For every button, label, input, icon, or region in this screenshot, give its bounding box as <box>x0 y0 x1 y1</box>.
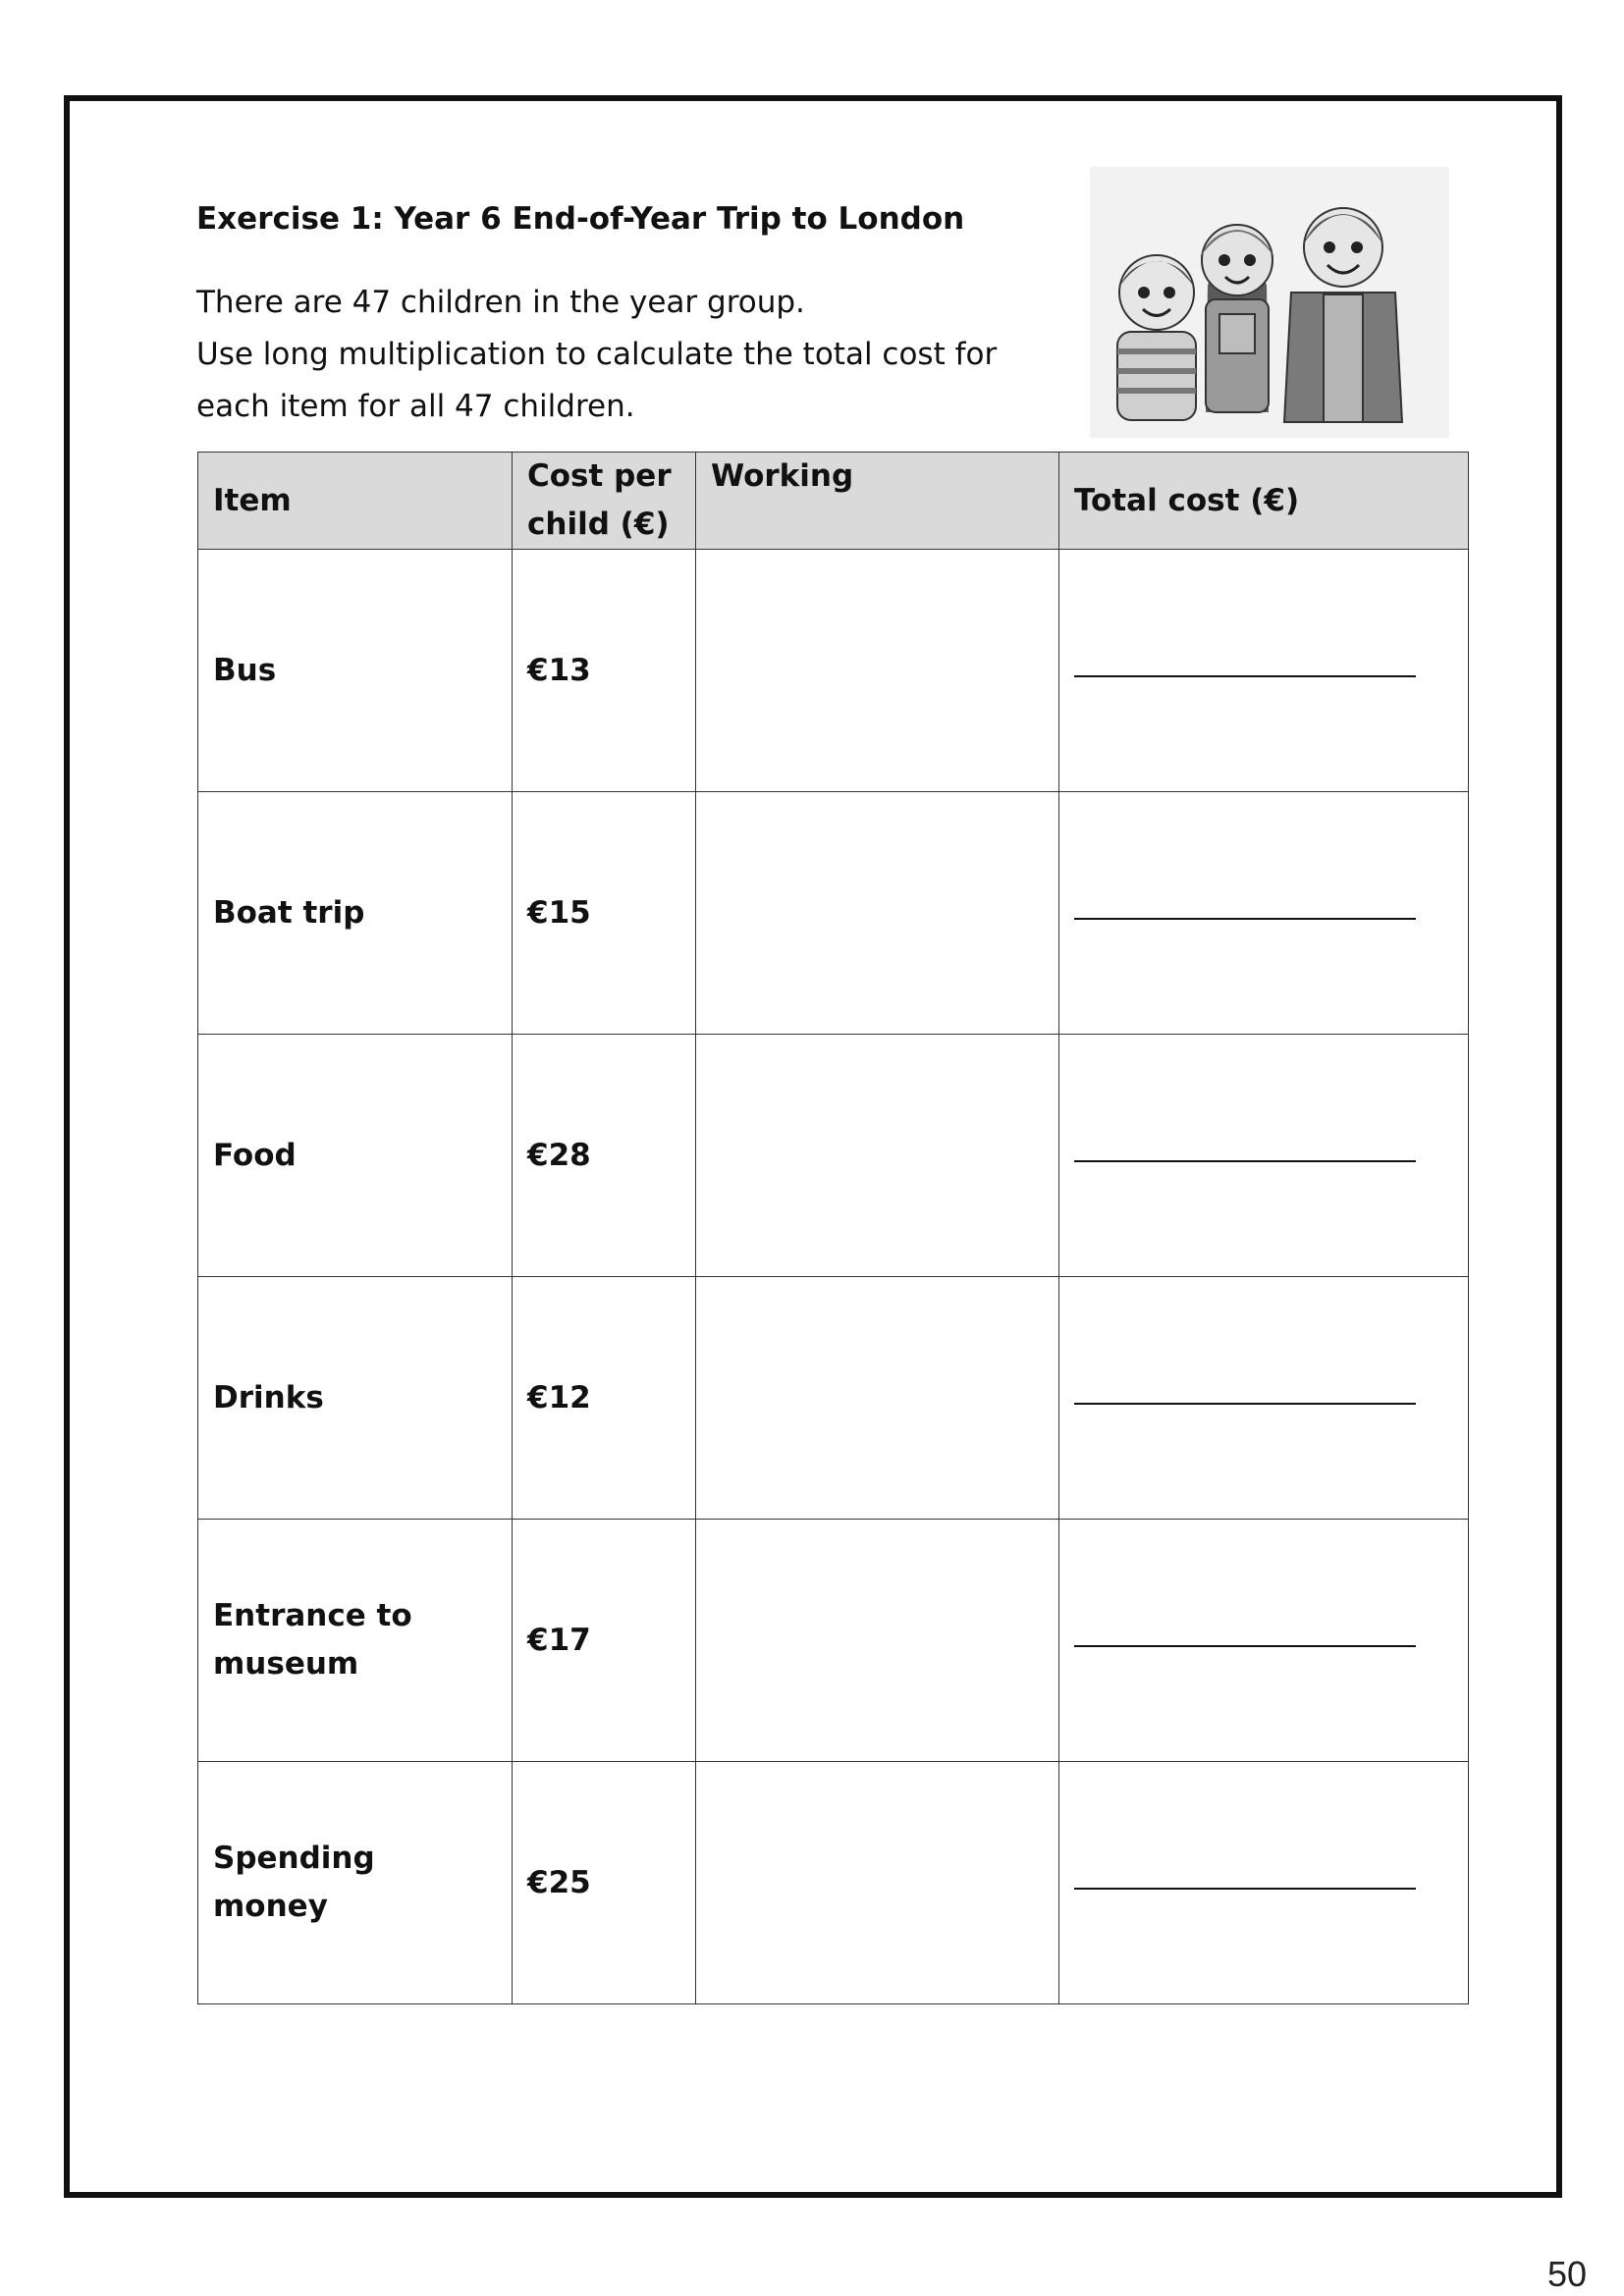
answer-line[interactable] <box>1074 918 1416 920</box>
answer-line[interactable] <box>1074 675 1416 677</box>
item-name: Spending money <box>198 1762 513 2004</box>
working-space[interactable] <box>696 792 1059 1035</box>
item-name: Drinks <box>198 1277 513 1520</box>
exercise-title: Exercise 1: Year 6 End-of-Year Trip to London <box>196 201 965 237</box>
answer-line[interactable] <box>1074 1403 1416 1405</box>
total-cost-cell[interactable] <box>1059 1520 1469 1762</box>
table-row <box>198 792 1469 1035</box>
item-cost: €12 <box>513 1277 696 1520</box>
item-cost: €28 <box>513 1035 696 1277</box>
table-row <box>198 1762 1469 2004</box>
total-cost-cell[interactable] <box>1059 550 1469 792</box>
header-total-cost: Total cost (€) <box>1059 453 1469 550</box>
item-name: Bus <box>198 550 513 792</box>
working-space[interactable] <box>696 1277 1059 1520</box>
item-name: Boat trip <box>198 792 513 1035</box>
answer-line[interactable] <box>1074 1888 1416 1890</box>
item-cost: €17 <box>513 1520 696 1762</box>
total-cost-cell[interactable] <box>1059 792 1469 1035</box>
answer-line[interactable] <box>1074 1160 1416 1162</box>
table-header-row <box>198 453 1469 550</box>
children-illustration <box>1090 167 1449 438</box>
intro-line-children-count: There are 47 children in the year group. <box>196 285 805 320</box>
item-cost: €25 <box>513 1762 696 2004</box>
total-cost-cell[interactable] <box>1059 1277 1469 1520</box>
working-space[interactable] <box>696 1520 1059 1762</box>
working-space[interactable] <box>696 1035 1059 1277</box>
table-row <box>198 1277 1469 1520</box>
table-row <box>198 1520 1469 1762</box>
item-cost: €13 <box>513 550 696 792</box>
item-name: Entrance to museum <box>198 1520 513 1762</box>
item-name: Food <box>198 1035 513 1277</box>
working-space[interactable] <box>696 1762 1059 2004</box>
intro-line-task: Use long multiplication to calculate the total cost for each item for all 47 children. <box>196 337 998 424</box>
answer-line[interactable] <box>1074 1645 1416 1647</box>
page-number: 50 <box>1547 2254 1588 2294</box>
header-item: Item <box>198 453 513 550</box>
total-cost-cell[interactable] <box>1059 1035 1469 1277</box>
total-cost-cell[interactable] <box>1059 1762 1469 2004</box>
header-cost-per-child: Cost per child (€) <box>513 453 696 550</box>
working-space[interactable] <box>696 550 1059 792</box>
trip-cost-table <box>197 452 1469 2004</box>
table-row <box>198 550 1469 792</box>
header-working: Working <box>696 453 1059 550</box>
table-row <box>198 1035 1469 1277</box>
item-cost: €15 <box>513 792 696 1035</box>
exercise-instructions <box>196 277 1060 433</box>
